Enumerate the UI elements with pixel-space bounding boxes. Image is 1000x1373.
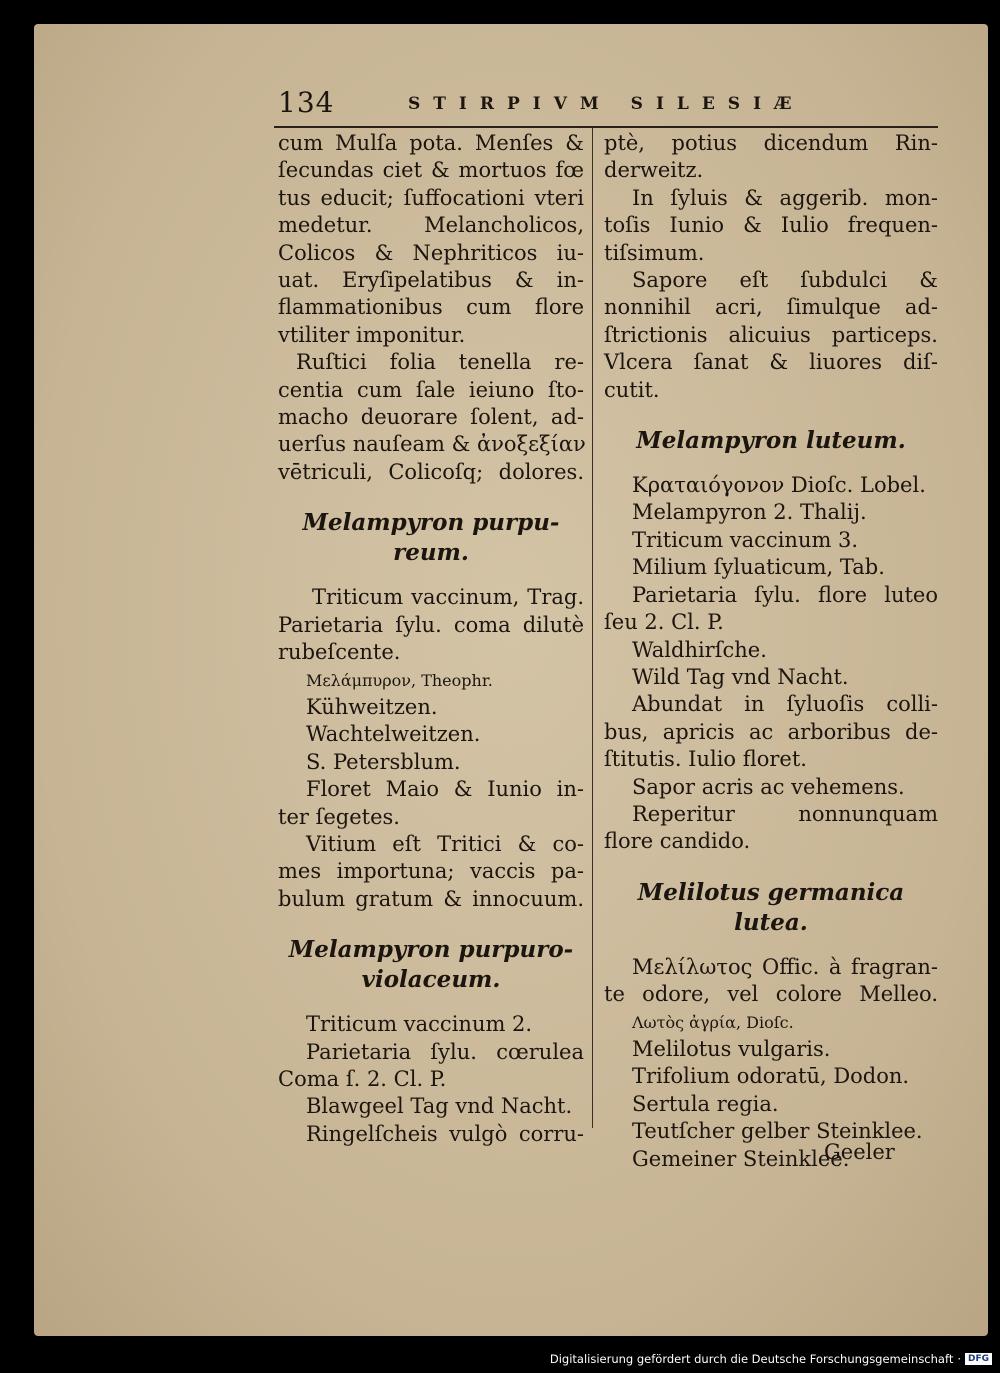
text-line: toſis Iunio & Iulio frequen- [604,213,938,238]
text-line: centia cum ſale ieiuno ſto- [278,377,584,402]
text-line: Melilotus vulgaris. [632,1036,831,1061]
text-line: Vitium eſt Tritici & co- [306,831,584,856]
text-line: S. Petersblum. [306,749,461,774]
text-line: Gemeiner Steinklee. [632,1146,850,1171]
text-line: Melampyron 2. Thalij. [632,500,867,525]
header-rule [274,126,938,128]
text-line: Kühweitzen. [306,694,438,719]
spacer [604,404,938,426]
text-line: vtiliter imponitur. [278,322,466,347]
text-line: Μελάμπυρον, Theophr. [306,670,493,690]
text-line: Λωτὸς ἀγρία, Dioſc. [632,1012,794,1032]
left-column [278,130,584,1148]
text-line: Reperitur nonnunquam [632,801,938,826]
running-title: STIRPIVM SILESIÆ [408,94,805,114]
spacer [278,913,584,935]
text-line: ter ſegetes. [278,804,400,829]
text-line: Wachtelweitzen. [306,722,481,747]
text-line: tus educit; ſuffocationi vteri [278,185,584,210]
text-line: Parietaria ſylu. flore luteo [632,582,938,607]
text-line: bulum gratum & innocuum. [278,886,584,911]
text-line: Floret Maio & Iunio in- [306,777,584,802]
text-line: ſtitutis. Iulio floret. [604,747,807,772]
spacer [278,568,584,584]
text-line: Sapor acris ac vehemens. [632,774,905,799]
spacer [604,456,938,472]
book-page [34,24,988,1336]
text-line: In ſyluis & aggerib. mon- [632,185,938,210]
text-line: Parietaria ſylu. coma dilutè [278,612,584,637]
text-line: Waldhirſche. [632,637,767,662]
text-line: rubeſcente. [278,640,401,665]
footer-credit: Digitalisierung gefördert durch die Deutsche Forschungsgemeinschaft [549,1352,954,1366]
text-line: ſtrictionis alicuius particeps. [604,322,938,347]
text-line: uerſus nauſeam & ἀνοξεξίαν [278,432,586,457]
text-line: Triticum vaccinum, Trag. [312,585,584,610]
text-line: Sapore eſt ſubdulci & [632,268,938,293]
page-header [278,86,938,126]
dfg-logo: DFG [965,1353,992,1365]
text-line: flammationibus cum flore [278,295,584,320]
text-line: vētriculi, Colicoſq; dolores. [278,459,584,484]
text-line: Trifolium odoratū, Dodon. [632,1064,910,1089]
text-line: cum Mulſa pota. Menſes & [278,131,584,155]
text-line: cutit. [604,377,660,402]
text-line: ſecundas ciet & mortuos fœ [278,158,584,183]
text-line: derweitz. [604,158,704,183]
page-number: 134 [278,86,335,119]
text-line: Coma ſ. 2. Cl. P. [278,1066,447,1091]
text-line: Sertula regia. [632,1091,779,1116]
text-line: Ruſtici folia tenella re- [296,350,584,375]
column-divider [592,128,593,1128]
text-line: flore candido. [604,829,751,854]
text-line: Blawgeel Tag vnd Nacht. [306,1094,573,1119]
text-line: Μελίλωτος Offic. à fragran- [632,954,938,979]
text-line: nonnihil acri, ſimulque ad- [604,295,938,320]
text-line: Colicos & Nephriticos iu- [278,240,584,265]
text-line: Triticum vaccinum 2. [306,1012,533,1037]
text-line: Abundat in ſyluoſis colli- [632,692,938,717]
spacer [278,486,584,508]
text-line: mes importuna; vaccis pa- [278,859,584,884]
text-line: ptè, potius dicendum Rin- [604,131,938,155]
catchword: Geeler [824,1140,895,1164]
text-line: medetur. Melancholicos, [278,213,584,238]
footer: Digitalisierung gefördert durch die Deutsche Forschungsgemeinschaft · DFG [550,1349,992,1369]
section-heading: lutea. [734,908,808,936]
text-line: Vlcera ſanat & liuores diſ- [604,350,938,375]
right-column [604,130,938,1173]
text-line: Wild Tag vnd Nacht. [632,664,849,689]
section-heading: reum. [393,539,469,567]
text-line: bus, apricis ac arboribus de- [604,719,938,744]
spacer [604,856,938,878]
section-heading: Melampyron purpu- [302,509,560,537]
text-line: te odore, vel colore Melleo. [604,982,938,1007]
text-line: Teutſcher gelber Steinklee. [632,1119,923,1144]
spacer [278,995,584,1011]
text-line: Ringelſcheis vulgò corru- [306,1121,584,1146]
spacer [604,938,938,954]
text-line: Κραταιόγονον Dioſc. Lobel. [632,473,926,498]
section-heading: Melilotus germanica [637,878,905,906]
text-line: Parietaria ſylu. cœrulea [306,1039,584,1064]
text-line: uat. Eryſipelatibus & in- [278,268,584,293]
section-heading: violaceum. [361,966,501,994]
text-line: Milium ſyluaticum, Tab. [632,555,885,580]
text-line: Triticum vaccinum 3. [632,527,859,552]
text-line: tiſsimum. [604,240,705,265]
section-heading: Melampyron luteum. [636,427,906,455]
text-line: ſeu 2. Cl. P. [604,610,724,635]
section-heading: Melampyron purpuro- [288,936,574,964]
text-line: macho deuorare ſolent, ad- [278,405,584,430]
